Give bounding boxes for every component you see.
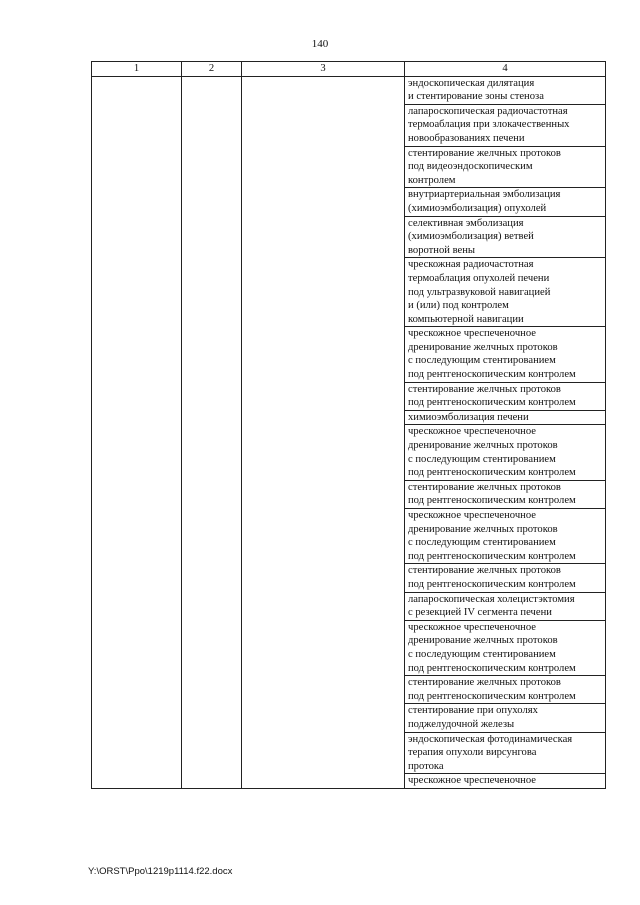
procedure-cell: чрескожное чреспеченочное дренирование желчных протоков с последующим стентированием под рентгеноскопическим контролем [405,425,606,480]
column-header-2: 2 [182,62,242,77]
col-2-cell [182,76,242,788]
table-row [92,76,606,104]
procedure-cell: чрескожное чреспеченочное дренирование желчных протоков с последующим стентированием под рентгеноскопическим контролем [405,327,606,382]
procedure-cell: внутриартериальная эмболизация (химиоэмболизация) опухолей [405,188,606,216]
procedure-cell: эндоскопическая фотодинамическая терапия опухоли вирсунгова протока [405,732,606,774]
footer-file-path: Y:\ORST\Ppo\1219p1114.f22.docx [88,866,233,877]
procedure-cell: лапароскопическая холецистэктомия с резекцией IV сегмента печени [405,592,606,620]
procedure-cell: стентирование желчных протоков под рентгеноскопическим контролем [405,676,606,704]
column-header-1: 1 [92,62,182,77]
procedure-cell: стентирование желчных протоков под рентгеноскопическим контролем [405,382,606,410]
page-number: 140 [311,38,329,50]
col-1-cell [92,76,182,788]
table-header-row [92,62,606,77]
procedure-cell: стентирование желчных протоков под видеоэндоскопическим контролем [405,146,606,188]
column-header-4: 4 [405,62,606,77]
procedure-cell: химиоэмболизация печени [405,410,606,425]
column-header-3: 3 [242,62,405,77]
procedure-cell: чрескожное чреспеченочное дренирование желчных протоков с последующим стентированием под рентгеноскопическим контролем [405,620,606,675]
procedure-cell: стентирование желчных протоков под рентгеноскопическим контролем [405,564,606,592]
procedure-cell: стентирование при опухолях поджелудочной железы [405,704,606,732]
col-3-cell [242,76,405,788]
procedure-cell: чрескожное чреспеченочное [405,774,606,789]
procedure-cell: эндоскопическая дилятация и стентирование зоны стеноза [405,76,606,104]
procedure-cell: чрескожная радиочастотная термоаблация опухолей печени под ультразвуковой навигацией и (или) под контролем компьютерной навигации [405,258,606,327]
procedure-cell: лапароскопическая радиочастотная термоаблация при злокачественных новообразованиях печени [405,104,606,146]
procedure-cell: чрескожное чреспеченочное дренирование желчных протоков с последующим стентированием под рентгеноскопическим контролем [405,509,606,564]
procedures-table [91,61,606,789]
procedure-cell: селективная эмболизация (химиоэмболизация) ветвей воротной вены [405,216,606,258]
procedure-cell: стентирование желчных протоков под рентгеноскопическим контролем [405,480,606,508]
